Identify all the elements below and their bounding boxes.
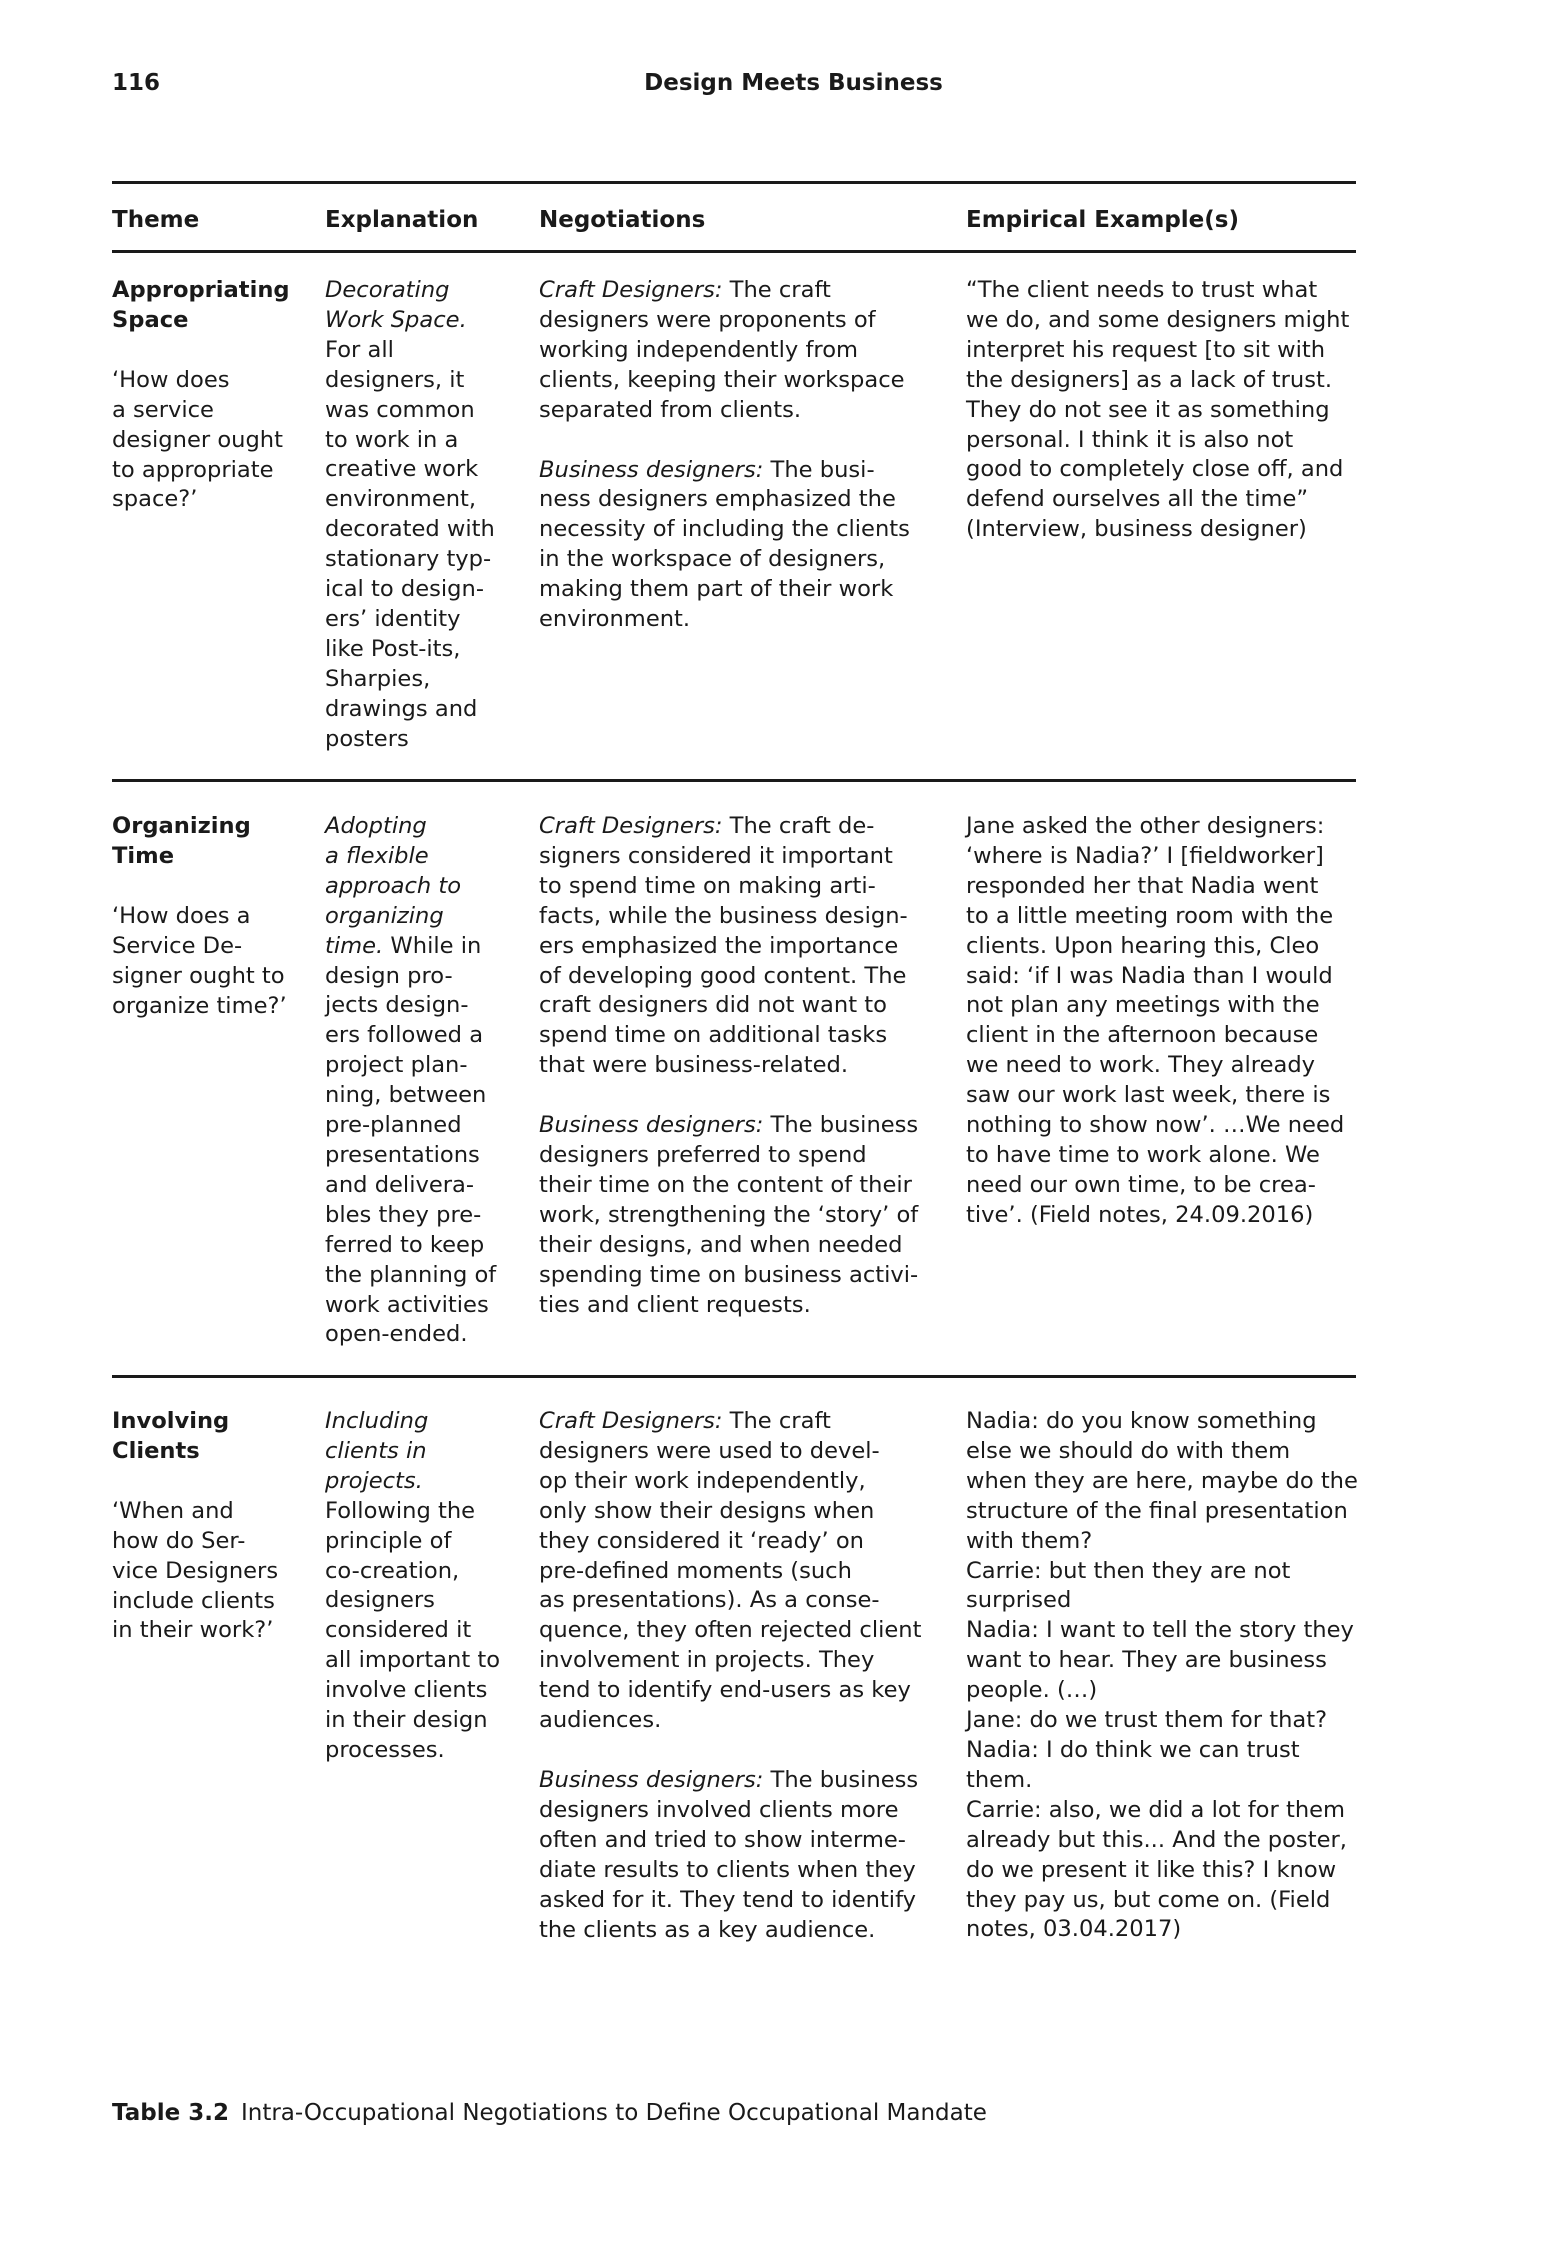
header-empirical-examples: Empirical Example(s) <box>966 207 1239 233</box>
theme-title: Involving Clients <box>112 1408 230 1464</box>
craft-label: Craft Designers: <box>539 1408 723 1434</box>
example-cell: Nadia: do you know something else we should do with them when they are here, maybe do the structure of the final presentation with them? Carrie: but then they are not surprised Nadia: I want to tell the story they want to hear. They are business people. (…) Jane: do we trust them for that? Nadia: I do think we can trust them. Carrie: also, we did a lot for them already but this... And the poster, do we present it like this? I know they pay us, but come on. (Field notes, 03.04.2017) <box>966 1408 1358 1943</box>
business-text: The business designers preferred to spend their time on the content of their work, strengthening the ‘story’ of their designs, and when needed spending time on business activi- ties and client requests. <box>539 1112 919 1318</box>
theme-title: Organizing Time <box>112 813 251 869</box>
theme-question: ‘How does a service designer ought to appropriate space?’ <box>112 366 283 513</box>
negotiations-cell <box>539 276 949 635</box>
table-top-rule <box>112 181 1356 184</box>
theme-title: Appropriating Space <box>112 277 290 333</box>
theme-question: ‘When and how do Ser- vice Designers include clients in their work?’ <box>112 1497 279 1644</box>
header-theme: Theme <box>112 207 200 233</box>
header-negotiations: Negotiations <box>539 207 706 233</box>
craft-negotiation <box>539 276 949 426</box>
explanation-cell <box>325 1407 525 1766</box>
theme-cell <box>112 1407 312 1646</box>
craft-text: The craft de- signers considered it important to spend time on making arti- facts, while the business design- ers emphasized the importance of developing good content. The craft designers did not want to spend time on additional tasks that were business-related. <box>539 813 908 1079</box>
caption-text: Intra-Occupational Negotiations to Define Occupational Mandate <box>240 2100 987 2126</box>
business-text: The business designers involved clients more often and tried to show interme- diate results to clients when they asked for it. They tend to identify the clients as a key audience. <box>539 1766 919 1943</box>
explanation-body: Following the principle of co-creation, designers considered it all important to involve clients in their design processes. <box>325 1497 501 1763</box>
table-caption <box>112 2100 987 2126</box>
craft-label: Craft Designers: <box>539 277 723 303</box>
business-negotiation <box>539 1766 949 1945</box>
craft-label: Craft Designers: <box>539 813 723 839</box>
running-head: Design Meets Business <box>644 70 943 96</box>
business-negotiation <box>539 1111 949 1320</box>
example-cell: Jane asked the other designers: ‘where is Nadia?’ I [fieldworker] responded her that Nadia went to a little meeting room with the clients. Upon hearing this, Cleo said: ‘if I was Nadia than I would not plan any meetings with the client in the afternoon because we need to work. They already saw our work last week, there is nothing to show now’. …We need to have time to work alone. We need our own time, to be crea- tive’. (Field notes, 24.09.2016) <box>966 813 1345 1228</box>
craft-negotiation <box>539 1407 949 1736</box>
craft-text: The craft designers were used to devel- op their work independently, only show their designs when they considered it ‘ready’ on pre-defined moments (such as presentations). As a conse- quence, they often rejected client involvement in projects. They tend to identify end-users as key audiences. <box>539 1408 922 1734</box>
theme-cell <box>112 812 312 1021</box>
business-text: The busi- ness designers emphasized the necessity of including the clients in the workspace of designers, making them part of their work environment. <box>539 456 910 633</box>
negotiations-cell <box>539 812 949 1321</box>
business-label: Business designers: <box>539 1112 764 1139</box>
example-cell: “The client needs to trust what we do, and some designers might interpret his request [to sit with the designers] as a lack of trust. They do not see it as something personal. I think it is also not good to completely close off, and defend ourselves all the time” (Interview, business designer) <box>966 277 1350 543</box>
row-divider <box>112 1375 1356 1378</box>
craft-text: The craft designers were proponents of working independently from clients, keeping their workspace separated from clients. <box>539 277 905 423</box>
theme-cell <box>112 276 312 515</box>
explanation-lead: Decorating Work Space. <box>325 277 467 333</box>
explanation-body: For all designers, it was common to work in a creative work environment, decorated with stationary typ- ical to design- ers’ identity like Post-its, Sharpies, drawings and posters <box>325 336 495 752</box>
caption-label: Table 3.2 <box>112 2100 229 2126</box>
craft-negotiation <box>539 812 949 1081</box>
table-header-rule <box>112 250 1356 253</box>
negotiations-cell <box>539 1407 949 1945</box>
business-label: Business designers: <box>539 456 764 483</box>
explanation-lead: Including clients in projects. <box>325 1408 429 1494</box>
row-divider <box>112 779 1356 782</box>
theme-question: ‘How does a Service De- signer ought to organize time?’ <box>112 902 287 1019</box>
page-number: 116 <box>112 70 161 96</box>
explanation-cell <box>325 812 525 1350</box>
business-label: Business designers: <box>539 1766 764 1793</box>
explanation-body: While in design pro- jects design- ers followed a project plan- ning, between pre-planned presentations and delivera- bles they pre- ferred to keep the planning of work activities open-ended. <box>325 932 497 1348</box>
explanation-lead: Adopting a flexible approach to organizing time. <box>325 813 462 959</box>
explanation-cell <box>325 276 525 755</box>
business-negotiation <box>539 456 949 635</box>
header-explanation: Explanation <box>325 207 479 233</box>
